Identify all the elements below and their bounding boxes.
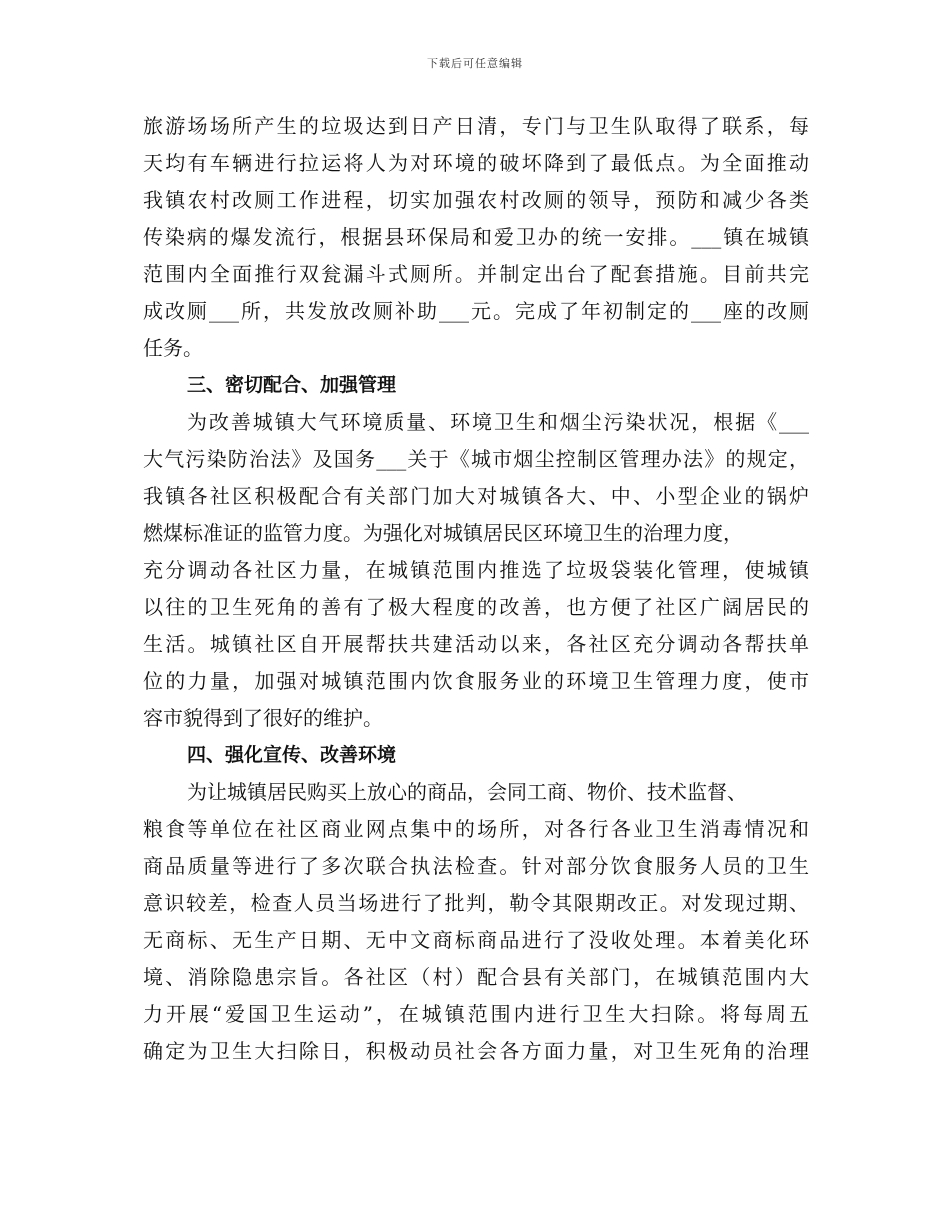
text-line: 天均有车辆进行拉运将人为对环境的破坏降到了最低点。为全面推动 bbox=[143, 151, 809, 175]
document-body bbox=[143, 108, 809, 1070]
text-line: 为让城镇居民购买上放心的商品，会同工商、物价、技术监督、 bbox=[187, 780, 747, 804]
text-line: 生活。城镇社区自开展帮扶共建活动以来，各社区充分调动各帮扶单 bbox=[143, 632, 809, 656]
text-line: 旅游场场所产生的垃圾达到日产日清，专门与卫生队取得了联系，每 bbox=[143, 114, 809, 138]
section-heading-4: 四、强化宣传、改善环境 bbox=[187, 744, 397, 766]
page-header-note: 下载后可任意编辑 bbox=[427, 57, 523, 70]
text-line: 粮食等单位在社区商业网点集中的场所，对各行各业卫生消毒情况和 bbox=[143, 817, 809, 841]
paragraph-3 bbox=[143, 774, 809, 1070]
section-heading-3: 三、密切配合、加强管理 bbox=[187, 374, 397, 396]
text-line: 范围内全面推行双瓮漏斗式厕所。并制定出台了配套措施。目前共完 bbox=[143, 262, 809, 286]
text-line: 任务。 bbox=[143, 336, 203, 360]
text-line: 燃煤标准证的监管力度。为强化对城镇居民区环境卫生的治理力度， bbox=[143, 521, 743, 545]
text-line: 确定为卫生大扫除日，积极动员社会各方面力量，对卫生死角的治理 bbox=[143, 1039, 809, 1063]
text-line: 我镇各社区积极配合有关部门加大对城镇各大、中、小型企业的锅炉 bbox=[143, 484, 809, 508]
text-line: 传染病的爆发流行，根据县环保局和爱卫办的统一安排。___镇在城镇 bbox=[143, 225, 809, 249]
text-line: 力开展“爱国卫生运动”，在城镇范围内进行卫生大扫除。将每周五 bbox=[143, 1002, 809, 1026]
paragraph-1 bbox=[143, 108, 809, 367]
text-line: 商品质量等进行了多次联合执法检查。针对部分饮食服务人员的卫生 bbox=[143, 854, 809, 878]
text-line: 境、消除隐患宗旨。各社区（村）配合县有关部门，在城镇范围内大 bbox=[143, 965, 809, 989]
text-line: 无商标、无生产日期、无中文商标商品进行了没收处理。本着美化环 bbox=[143, 928, 809, 952]
text-line: 意识较差，检查人员当场进行了批判，勒令其限期改正。对发现过期、 bbox=[143, 891, 809, 915]
text-line: 成改厕___所，共发放改厕补助___元。完成了年初制定的___座的改厕 bbox=[143, 299, 809, 323]
text-line: 充分调动各社区力量，在城镇范围内推选了垃圾袋装化管理，使城镇 bbox=[143, 558, 809, 582]
text-line: 以往的卫生死角的善有了极大程度的改善，也方便了社区广阔居民的 bbox=[143, 595, 809, 619]
text-line: 为改善城镇大气环境质量、环境卫生和烟尘污染状况，根据《___ bbox=[187, 410, 809, 434]
text-line: 位的力量，加强对城镇范围内饮食服务业的环境卫生管理力度，使市 bbox=[143, 669, 809, 693]
text-line: 大气污染防治法》及国务___关于《城市烟尘控制区管理办法》的规定， bbox=[143, 447, 809, 471]
paragraph-2 bbox=[143, 404, 809, 737]
text-line: 我镇农村改厕工作进程，切实加强农村改厕的领导，预防和减少各类 bbox=[143, 188, 809, 212]
text-line: 容市貌得到了很好的维护。 bbox=[143, 706, 383, 730]
